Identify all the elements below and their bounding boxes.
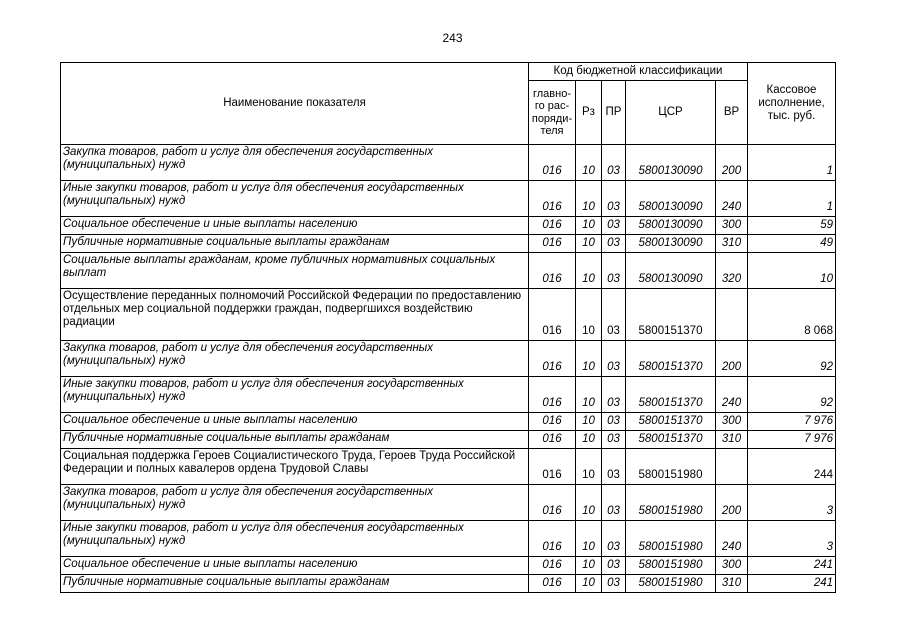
cell-rz: 10 — [576, 181, 602, 217]
table-row — [61, 377, 836, 413]
cell-name: Социальное обеспечение и иные выплаты населению — [61, 413, 529, 431]
cell-name: Закупка товаров, работ и услуг для обеспечения государственных (муниципальных) нужд — [61, 145, 529, 181]
cell-amount: 3 — [748, 485, 836, 521]
cell-vr — [716, 289, 748, 341]
header-name: Наименование показателя — [61, 63, 529, 145]
cell-vr: 240 — [716, 181, 748, 217]
cell-rz: 10 — [576, 217, 602, 235]
cell-rz: 10 — [576, 449, 602, 485]
cell-pr: 03 — [602, 289, 626, 341]
cell-rz: 10 — [576, 341, 602, 377]
cell-csr: 5800151370 — [626, 431, 716, 449]
cell-manager: 016 — [529, 431, 576, 449]
cell-name: Социальное обеспечение и иные выплаты населению — [61, 217, 529, 235]
header-vr: ВР — [716, 81, 748, 145]
header-manager: главно-го рас-поряди-теля — [529, 81, 576, 145]
cell-rz: 10 — [576, 431, 602, 449]
cell-vr: 240 — [716, 377, 748, 413]
cell-csr: 5800130090 — [626, 181, 716, 217]
cell-csr: 5800130090 — [626, 217, 716, 235]
cell-vr — [716, 449, 748, 485]
cell-csr: 5800151980 — [626, 557, 716, 575]
cell-pr: 03 — [602, 413, 626, 431]
cell-amount: 1 — [748, 181, 836, 217]
cell-amount: 241 — [748, 557, 836, 575]
cell-csr: 5800151980 — [626, 485, 716, 521]
table-row — [61, 521, 836, 557]
cell-rz: 10 — [576, 575, 602, 593]
cell-rz: 10 — [576, 413, 602, 431]
cell-pr: 03 — [602, 181, 626, 217]
cell-manager: 016 — [529, 377, 576, 413]
cell-rz: 10 — [576, 253, 602, 289]
table-row — [61, 181, 836, 217]
cell-name: Иные закупки товаров, работ и услуг для обеспечения государственных (муниципальных) нужд — [61, 377, 529, 413]
budget-table — [60, 62, 836, 593]
cell-name: Социальная поддержка Героев Социалистического Труда, Героев Труда Российской Федерации и полных кавалеров ордена Трудовой Славы — [61, 449, 529, 485]
cell-csr: 5800151980 — [626, 521, 716, 557]
header-amount: Кассовое исполнение, тыс. руб. — [748, 63, 836, 145]
cell-manager: 016 — [529, 341, 576, 377]
table-row — [61, 431, 836, 449]
cell-pr: 03 — [602, 575, 626, 593]
cell-rz: 10 — [576, 557, 602, 575]
header-code-group: Код бюджетной классификации — [529, 63, 748, 81]
cell-rz: 10 — [576, 145, 602, 181]
cell-manager: 016 — [529, 289, 576, 341]
cell-pr: 03 — [602, 341, 626, 377]
cell-pr: 03 — [602, 449, 626, 485]
cell-vr: 310 — [716, 431, 748, 449]
table-row — [61, 341, 836, 377]
cell-name: Публичные нормативные социальные выплаты гражданам — [61, 431, 529, 449]
cell-csr: 5800151980 — [626, 575, 716, 593]
table-row — [61, 413, 836, 431]
cell-name: Публичные нормативные социальные выплаты гражданам — [61, 575, 529, 593]
cell-rz: 10 — [576, 485, 602, 521]
cell-amount: 8 068 — [748, 289, 836, 341]
cell-pr: 03 — [602, 521, 626, 557]
cell-vr: 300 — [716, 557, 748, 575]
table-row — [61, 557, 836, 575]
cell-name: Закупка товаров, работ и услуг для обеспечения государственных (муниципальных) нужд — [61, 485, 529, 521]
cell-vr: 200 — [716, 145, 748, 181]
cell-csr: 5800130090 — [626, 145, 716, 181]
cell-rz: 10 — [576, 289, 602, 341]
cell-manager: 016 — [529, 235, 576, 253]
header-csr: ЦСР — [626, 81, 716, 145]
cell-manager: 016 — [529, 521, 576, 557]
cell-pr: 03 — [602, 145, 626, 181]
cell-manager: 016 — [529, 485, 576, 521]
cell-manager: 016 — [529, 413, 576, 431]
table-row — [61, 485, 836, 521]
cell-name: Иные закупки товаров, работ и услуг для обеспечения государственных (муниципальных) нужд — [61, 181, 529, 217]
cell-manager: 016 — [529, 217, 576, 235]
cell-pr: 03 — [602, 431, 626, 449]
cell-name: Иные закупки товаров, работ и услуг для обеспечения государственных (муниципальных) нужд — [61, 521, 529, 557]
cell-amount: 1 — [748, 145, 836, 181]
cell-amount: 241 — [748, 575, 836, 593]
cell-manager: 016 — [529, 145, 576, 181]
cell-pr: 03 — [602, 253, 626, 289]
cell-manager: 016 — [529, 181, 576, 217]
cell-manager: 016 — [529, 557, 576, 575]
cell-csr: 5800151370 — [626, 413, 716, 431]
cell-csr: 5800130090 — [626, 253, 716, 289]
cell-vr: 200 — [716, 341, 748, 377]
cell-csr: 5800151980 — [626, 449, 716, 485]
cell-amount: 49 — [748, 235, 836, 253]
table-row — [61, 575, 836, 593]
cell-amount: 10 — [748, 253, 836, 289]
cell-pr: 03 — [602, 557, 626, 575]
cell-manager: 016 — [529, 449, 576, 485]
page-number: 243 — [442, 31, 463, 45]
cell-rz: 10 — [576, 377, 602, 413]
cell-name: Осуществление переданных полномочий Российской Федерации по предоставлению отдельных мер социальной поддержки граждан, подвергшихся воздействию радиации — [61, 289, 529, 341]
cell-vr: 300 — [716, 217, 748, 235]
cell-pr: 03 — [602, 217, 626, 235]
cell-amount: 7 976 — [748, 413, 836, 431]
cell-amount: 244 — [748, 449, 836, 485]
cell-amount: 59 — [748, 217, 836, 235]
cell-name: Закупка товаров, работ и услуг для обеспечения государственных (муниципальных) нужд — [61, 341, 529, 377]
cell-vr: 200 — [716, 485, 748, 521]
cell-pr: 03 — [602, 485, 626, 521]
cell-name: Социальное обеспечение и иные выплаты населению — [61, 557, 529, 575]
cell-pr: 03 — [602, 377, 626, 413]
cell-csr: 5800151370 — [626, 289, 716, 341]
cell-csr: 5800130090 — [626, 235, 716, 253]
cell-name: Публичные нормативные социальные выплаты гражданам — [61, 235, 529, 253]
table-row — [61, 449, 836, 485]
cell-vr: 310 — [716, 235, 748, 253]
table-row — [61, 253, 836, 289]
table-row — [61, 145, 836, 181]
header-pr: ПР — [602, 81, 626, 145]
cell-rz: 10 — [576, 235, 602, 253]
cell-name: Социальные выплаты гражданам, кроме публичных нормативных социальных выплат — [61, 253, 529, 289]
cell-csr: 5800151370 — [626, 377, 716, 413]
cell-amount: 3 — [748, 521, 836, 557]
cell-manager: 016 — [529, 575, 576, 593]
table-row — [61, 217, 836, 235]
cell-rz: 10 — [576, 521, 602, 557]
cell-pr: 03 — [602, 235, 626, 253]
cell-csr: 5800151370 — [626, 341, 716, 377]
table-row — [61, 289, 836, 341]
cell-vr: 240 — [716, 521, 748, 557]
cell-vr: 310 — [716, 575, 748, 593]
cell-amount: 92 — [748, 377, 836, 413]
cell-amount: 92 — [748, 341, 836, 377]
cell-manager: 016 — [529, 253, 576, 289]
table-row — [61, 235, 836, 253]
table-body — [61, 145, 836, 593]
header-rz: Рз — [576, 81, 602, 145]
table-header — [61, 63, 836, 145]
cell-amount: 7 976 — [748, 431, 836, 449]
cell-vr: 300 — [716, 413, 748, 431]
cell-vr: 320 — [716, 253, 748, 289]
